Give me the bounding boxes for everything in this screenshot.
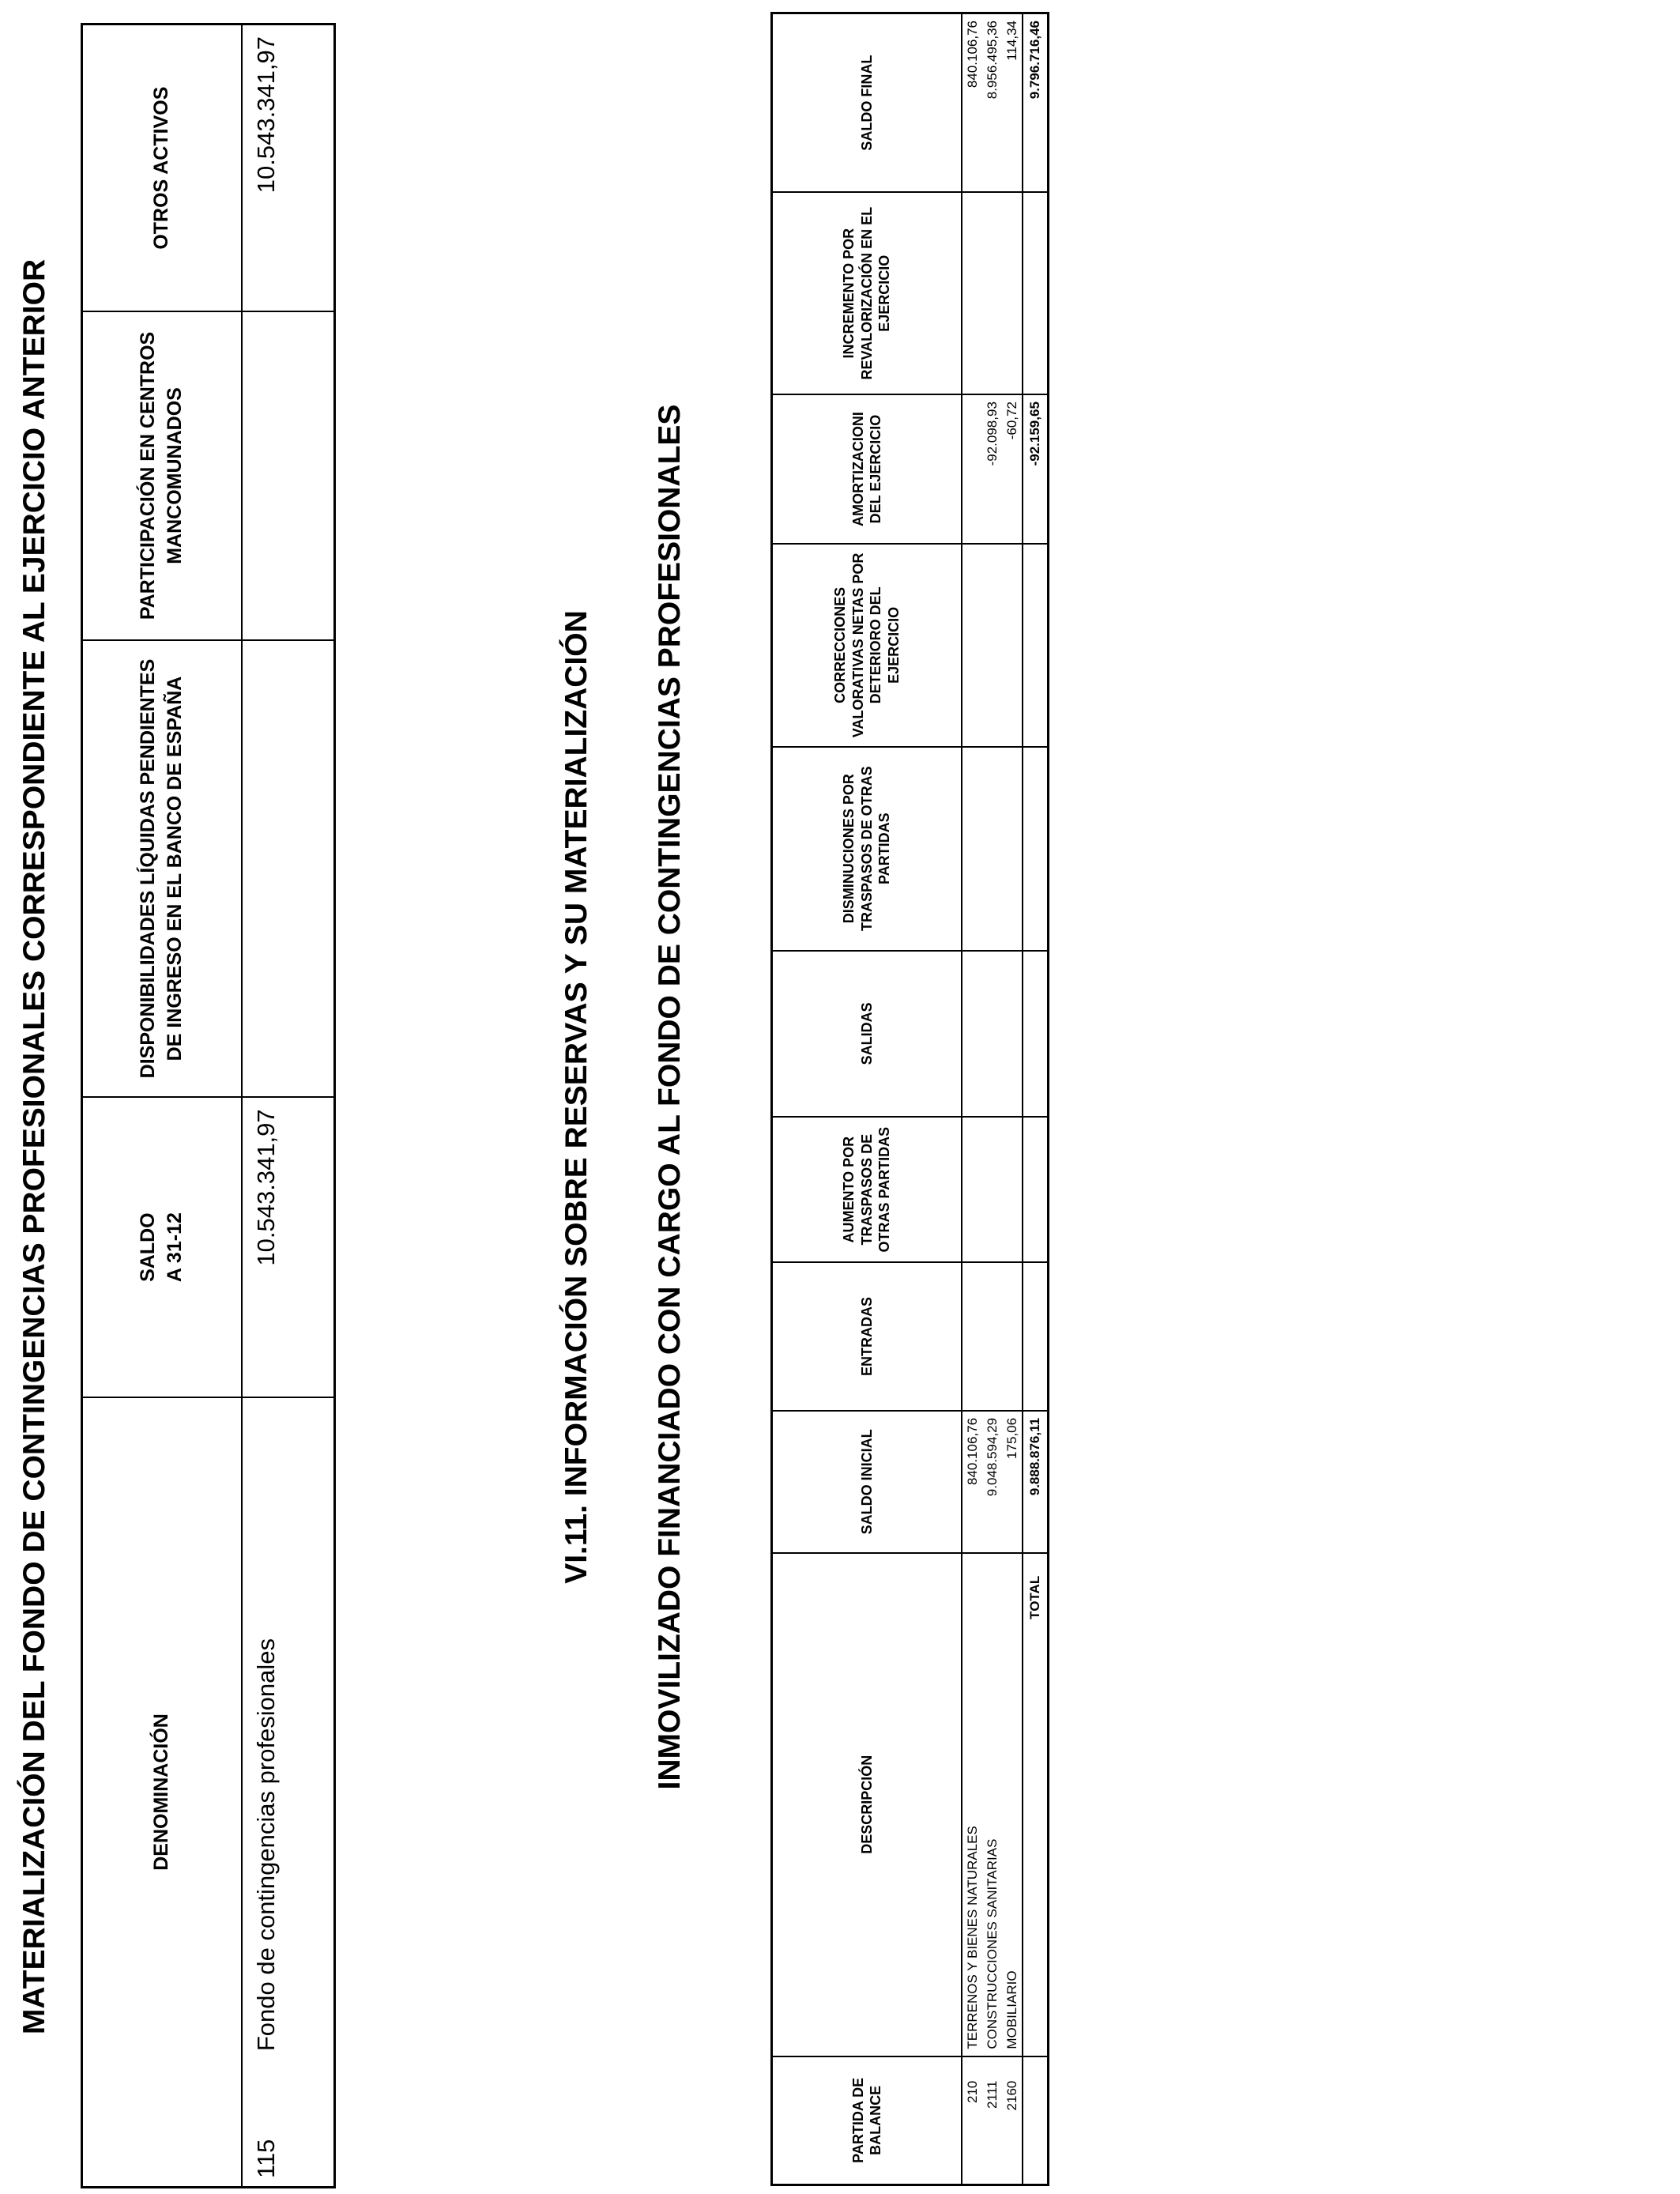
row-code: 115 — [242, 2056, 335, 2187]
row-aumento — [982, 1117, 1002, 1262]
total-saldo-inicial: 9.888.876,11 — [1023, 1411, 1049, 1553]
row-entradas — [982, 1262, 1002, 1411]
row-saldo-final: 840.106,76 — [962, 13, 982, 193]
materializacion-table — [81, 23, 336, 2188]
row-disponibilidades — [242, 640, 335, 1098]
row-participacion — [242, 311, 335, 639]
row-entradas — [1002, 1262, 1023, 1411]
table-header-row — [82, 25, 243, 2188]
row-saldo-inicial: 9.048.594,29 — [982, 1411, 1002, 1553]
total-row — [1023, 13, 1049, 2185]
total-entradas — [1023, 1262, 1049, 1411]
row-partida: 210 — [962, 2056, 982, 2185]
header-descripcion: DESCRIPCIÓN — [772, 1553, 962, 2056]
total-salidas — [1023, 951, 1049, 1118]
header-entradas: ENTRADAS — [772, 1262, 962, 1411]
total-partida — [1023, 2056, 1049, 2185]
section1-title: MATERIALIZACIÓN DEL FONDO DE CONTINGENCIAS PROFESIONALES CORRESPONDIENTE AL EJERCICIO ANTERIOR — [17, 258, 51, 2035]
table-row — [982, 13, 1002, 2185]
row-incremento — [1002, 192, 1023, 394]
header-salidas: SALIDAS — [772, 951, 962, 1118]
header-saldo — [82, 1097, 243, 1397]
row-otros-activos: 10.543.341,97 — [242, 25, 335, 312]
header-saldo-line1: SALDO — [137, 1212, 160, 1282]
row-disminuciones — [982, 747, 1002, 951]
row-saldo-final: 114,34 — [1002, 13, 1023, 193]
row-aumento — [1002, 1117, 1023, 1262]
row-saldo: 10.543.341,97 — [242, 1097, 335, 1397]
total-saldo-final: 9.796.716,46 — [1023, 13, 1049, 193]
header-disminuciones: DISMINUCIONES POR TRASPASOS DE OTRAS PARTIDAS — [772, 747, 962, 951]
total-aumento — [1023, 1117, 1049, 1262]
row-partida: 2111 — [982, 2056, 1002, 2185]
header-denominacion: DENOMINACIÓN — [82, 1397, 243, 2188]
total-incremento — [1023, 192, 1049, 394]
row-descripcion: TERRENOS Y BIENES NATURALES — [962, 1553, 982, 2056]
row-disminuciones — [962, 747, 982, 951]
table-header-row — [772, 13, 962, 2185]
row-salidas — [1002, 951, 1023, 1118]
header-aumento: AUMENTO POR TRASPASOS DE OTRAS PARTIDAS — [772, 1117, 962, 1262]
table-row — [962, 13, 982, 2185]
row-correcciones — [962, 544, 982, 747]
row-amortizacion — [962, 394, 982, 544]
total-disminuciones — [1023, 747, 1049, 951]
row-aumento — [962, 1117, 982, 1262]
header-saldo-line2: A 31-12 — [164, 1212, 186, 1283]
header-saldo-inicial: SALDO INICIAL — [772, 1411, 962, 1553]
header-participacion: PARTICIPACIÓN EN CENTROS MANCOMUNADOS — [82, 311, 243, 639]
row-correcciones — [982, 544, 1002, 747]
header-amortizacion: AMORTIZACIONI DEL EJERCICIO — [772, 394, 962, 544]
row-saldo-final: 8.956.495,36 — [982, 13, 1002, 193]
row-incremento — [982, 192, 1002, 394]
row-saldo-inicial: 840.106,76 — [962, 1411, 982, 1553]
row-name: Fondo de contingencias profesionales — [242, 1397, 335, 2056]
section2-subtitle: INMOVILIZADO FINANCIADO CON CARGO AL FONDO DE CONTINGENCIAS PROFESIONALES — [653, 404, 687, 1790]
header-partida: PARTIDA DE BALANCE — [772, 2056, 962, 2185]
row-entradas — [962, 1262, 982, 1411]
total-amortizacion: -92.159,65 — [1023, 394, 1049, 544]
total-correcciones — [1023, 544, 1049, 747]
row-amortizacion: -92.098,93 — [982, 394, 1002, 544]
inmovilizado-table — [770, 12, 1049, 2186]
row-descripcion: CONSTRUCCIONES SANITARIAS — [982, 1553, 1002, 2056]
total-label: TOTAL — [1023, 1553, 1049, 2056]
section2-title: VI.11. INFORMACIÓN SOBRE RESERVAS Y SU MATERIALIZACIÓN — [559, 610, 593, 1584]
header-correcciones: CORRECCIONES VALORATIVAS NETAS POR DETERIORO DEL EJERCICIO — [772, 544, 962, 747]
row-salidas — [982, 951, 1002, 1118]
row-descripcion: MOBILIARIO — [1002, 1553, 1023, 2056]
table-row — [1002, 13, 1023, 2185]
header-disponibilidades: DISPONIBILIDADES LÍQUIDAS PENDIENTES DE INGRESO EN EL BANCO DE ESPAÑA — [82, 640, 243, 1098]
header-incremento: INCREMENTO POR REVALORIZACIÓN EN EL EJERCICIO — [772, 192, 962, 394]
row-incremento — [962, 192, 982, 394]
row-salidas — [962, 951, 982, 1118]
header-saldo-final: SALDO FINAL — [772, 13, 962, 193]
row-correcciones — [1002, 544, 1023, 747]
row-saldo-inicial: 175,06 — [1002, 1411, 1023, 1553]
row-partida: 2160 — [1002, 2056, 1023, 2185]
row-amortizacion: -60,72 — [1002, 394, 1023, 544]
table-row — [242, 25, 335, 2188]
header-otros-activos: OTROS ACTIVOS — [82, 25, 243, 312]
row-disminuciones — [1002, 747, 1023, 951]
